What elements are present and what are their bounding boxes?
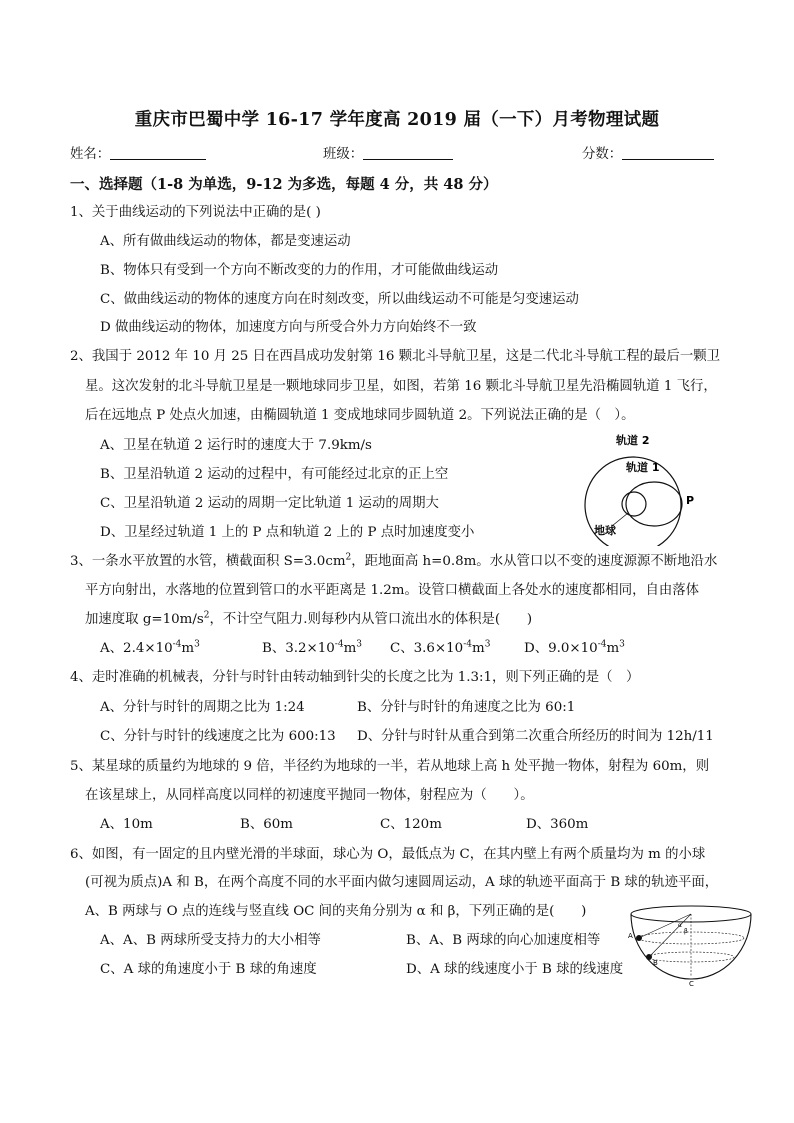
q3-option-d (524, 639, 625, 659)
alpha-label: α (678, 922, 682, 929)
ball-a-label: A (628, 932, 633, 940)
q6-option-b: B、A、B 两球的向心加速度相等 (406, 933, 601, 948)
q3-a-exp: -4 (172, 639, 182, 650)
q3-b-exp: -4 (334, 639, 344, 650)
q2-option-d: D、卫星经过轨道 1 上的 P 点和轨道 2 上的 P 点时加速度变小 (100, 525, 475, 540)
name-blank[interactable] (110, 145, 206, 160)
q3-option-a (100, 639, 200, 659)
page-title: 重庆市巴蜀中学 16-17 学年度高 2019 届（一下）月考物理试题 (134, 110, 660, 130)
q4-option-b: B、分针与时针的角速度之比为 60:1 (357, 700, 576, 715)
q3-a-unit: m (181, 641, 195, 656)
q1-option-c: C、做曲线运动的物体的速度方向在时刻改变，所以曲线运动不可能是匀变速运动 (100, 292, 579, 307)
class-label: 班级： (323, 147, 364, 162)
q4-option-c: C、分针与时针的线速度之比为 600:13 (100, 729, 336, 744)
point-p-label: P (686, 494, 695, 507)
section-heading: 一、选择题（1-8 为单选，9-12 为多选，每题 4 分，共 48 分） (70, 176, 498, 193)
q3-stem-line1 (70, 552, 717, 572)
q3-text-a: 3、一条水平放置的水管，横截面积 S=3.0cm (70, 554, 346, 569)
name-label: 姓名： (70, 147, 111, 162)
q4-option-d: D、分针与时针从重合到第二次重合所经历的时间为 12h/11 (357, 729, 714, 744)
ball-a (636, 935, 642, 941)
q5-stem-line2: 在该星球上，从同样高度以同样的初速度平抛同一物体，射程应为（ ）。 (85, 788, 534, 803)
q3-sup-area: 2 (345, 552, 352, 563)
q4-stem: 4、走时准确的机械表，分针与时针由转动轴到针尖的长度之比为 1.3:1，则下列正确的是（ ） (70, 670, 640, 685)
q2-option-b: B、卫星沿轨道 2 运动的过程中，有可能经过北京的正上空 (100, 467, 449, 482)
q6-stem-line1: 6、如图，有一固定的且内壁光滑的半球面，球心为 O，最低点为 C，在其内壁上有两个质量均为 m 的小球 (70, 847, 706, 862)
hemisphere-figure (628, 905, 756, 989)
q2-stem-line1: 2、我国于 2012 年 10 月 25 日在西昌成功发射第 16 颗北斗导航卫星，这是二代北斗导航工程的最后一颗卫 (70, 349, 720, 364)
q6-stem-line2: (可视为质点)A 和 B，在两个高度不同的水平面内做匀速圆周运动，A 球的轨迹平面高于 B 球的轨迹平面， (85, 875, 719, 890)
q5-stem-line1: 5、某星球的质量约为地球的 9 倍，半径约为地球的一半，若从地球上高 h 处平抛一物体，射程为 60m，则 (70, 759, 710, 774)
q2-option-c: C、卫星沿轨道 2 运动的周期一定比轨道 1 运动的周期大 (100, 496, 439, 511)
q3-c-exp: -4 (463, 639, 472, 650)
orbit-1-label: 轨道 1 (626, 461, 660, 474)
q3-b-value: B、3.2×10 (262, 641, 335, 656)
q3-text-b: ，距地面高 h=0.8m。水从管口以不变的速度源源不断地沿水 (351, 554, 718, 569)
q3-c-unit: m (471, 641, 485, 656)
beta-label: β (684, 928, 688, 935)
q3-stem-line3 (85, 610, 532, 630)
orbit-1-ellipse (626, 482, 682, 526)
q3-d-value: D、9.0×10 (524, 641, 598, 656)
q5-option-a: A、10m (100, 817, 153, 832)
q5-option-c: C、120m (380, 817, 442, 832)
q3-d-unit: m (606, 641, 620, 656)
q6-option-a: A、A、B 两球所受支持力的大小相等 (100, 933, 321, 948)
q5-option-b: B、60m (240, 817, 293, 832)
class-field[interactable] (323, 143, 453, 165)
q3-b-unit-exp: 3 (356, 639, 363, 650)
orbit-figure (582, 428, 712, 546)
q1-option-a: A、所有做曲线运动的物体，都是变速运动 (100, 234, 351, 249)
q6-option-d: D、A 球的线速度小于 B 球的线速度 (406, 962, 624, 977)
point-c-label: C (689, 980, 694, 988)
q3-a-value: A、2.4×10 (100, 641, 173, 656)
score-field[interactable] (582, 143, 714, 165)
score-label: 分数： (582, 147, 623, 162)
orbit-2-label: 轨道 2 (616, 434, 650, 447)
q1-option-d: D 做曲线运动的物体，加速度方向与所受合外力方向始终不一致 (100, 320, 477, 335)
q3-option-b (262, 639, 362, 659)
q3-option-c (390, 639, 490, 659)
q1-stem: 1、关于曲线运动的下列说法中正确的是( ) (70, 205, 321, 220)
q3-b-unit: m (343, 641, 357, 656)
q4-option-a: A、分针与时针的周期之比为 1:24 (100, 700, 305, 715)
q3-text-c: 加速度取 g=10m/s (85, 612, 204, 627)
q3-text-d: ，不计空气阻力.则每秒内从管口流出水的体积是( ) (209, 612, 533, 627)
class-blank[interactable] (363, 145, 453, 160)
q3-stem-line2: 平方向射出，水落地的位置到管口的水平距离是 1.2m。设管口横截面上各处水的速度都相同，自由落体 (85, 583, 700, 598)
q3-d-unit-exp: 3 (619, 639, 625, 650)
score-blank[interactable] (622, 145, 714, 160)
q1-option-b: B、物体只有受到一个方向不断改变的力的作用，才可能做曲线运动 (100, 263, 499, 278)
q3-d-exp: -4 (597, 639, 607, 650)
ball-b-label: B (653, 959, 658, 967)
q3-c-unit-exp: 3 (484, 639, 491, 650)
q2-stem-line2: 星。这次发射的北斗导航卫星是一颗地球同步卫星，如图，若第 16 颗北斗导航卫星先沿椭圆轨道 1 飞行， (85, 379, 717, 394)
q3-a-unit-exp: 3 (194, 639, 200, 650)
q6-option-c: C、A 球的角速度小于 B 球的角速度 (100, 962, 317, 977)
q6-stem-line3: A、B 两球与 O 点的连线与竖直线 OC 间的夹角分别为 α 和 β，下列正确的是( ) (85, 904, 587, 919)
name-field[interactable] (70, 143, 206, 165)
q3-sup-accel: 2 (203, 610, 210, 621)
q3-c-value: C、3.6×10 (390, 641, 464, 656)
earth-label: 地球 (594, 524, 616, 537)
q2-option-a: A、卫星在轨道 2 运行时的速度大于 7.9km/s (100, 438, 372, 453)
ball-b (646, 954, 652, 960)
q2-stem-line3: 后在远地点 P 处点火加速，由椭圆轨道 1 变成地球同步圆轨道 2。下列说法正确的是（ ）。 (85, 408, 635, 423)
q5-option-d: D、360m (526, 817, 589, 832)
